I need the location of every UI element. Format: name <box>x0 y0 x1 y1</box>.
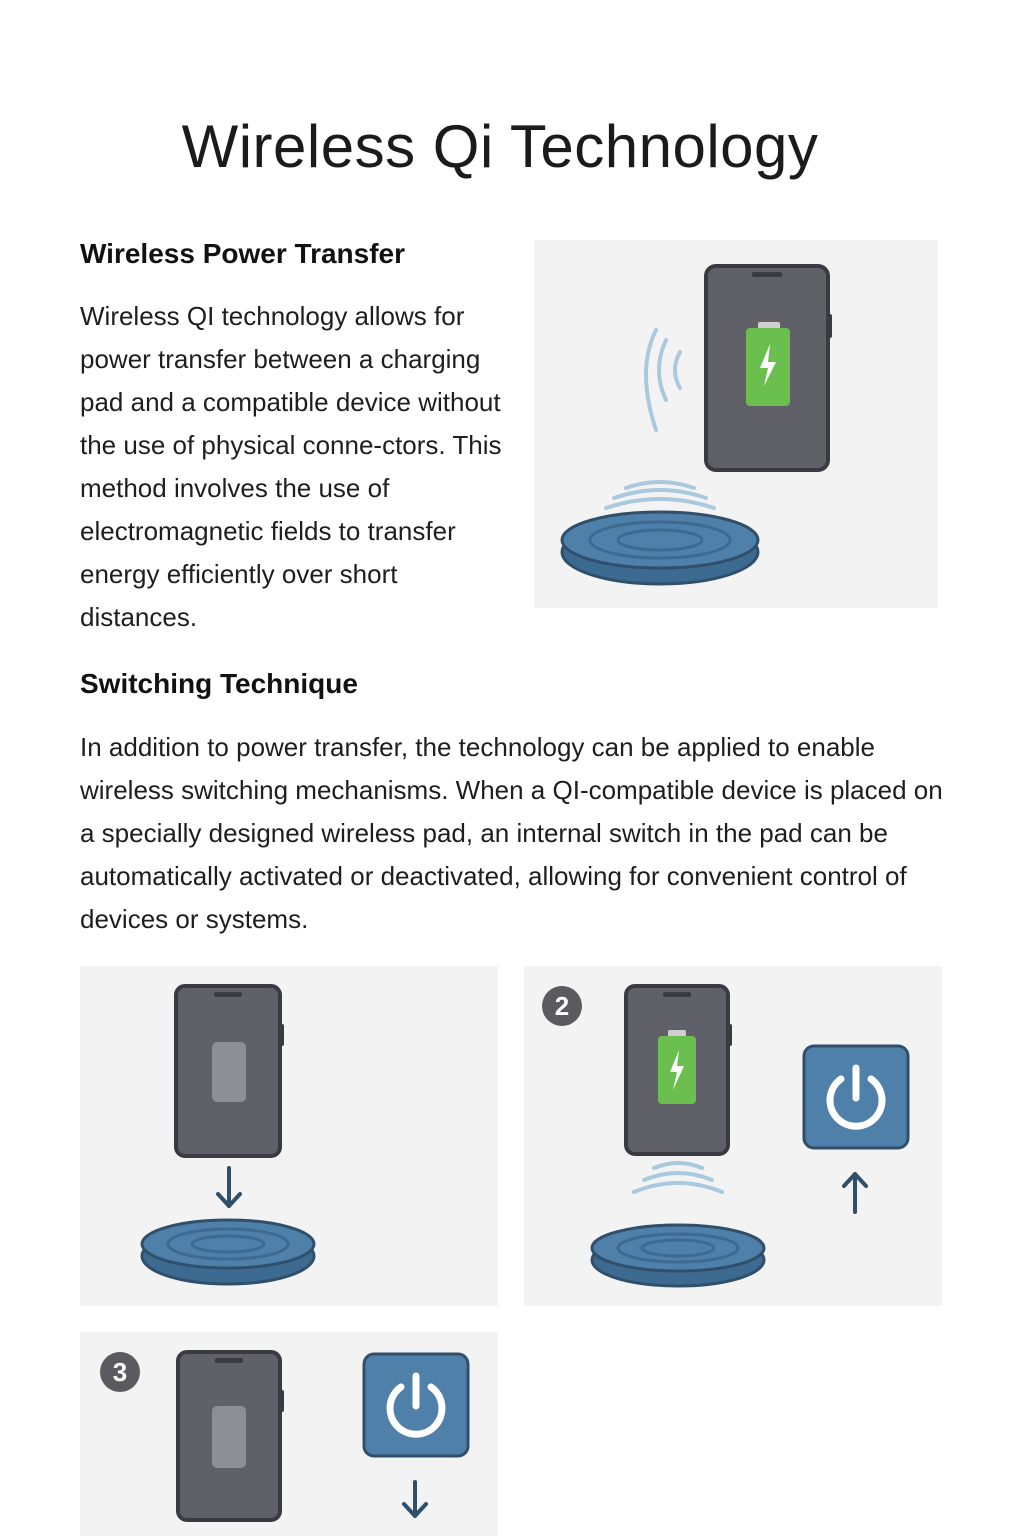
step-2-panel <box>524 966 942 1306</box>
wireless-charging-pad-icon <box>142 1220 314 1284</box>
step-1-panel <box>80 966 498 1306</box>
wireless-charging-pad-icon <box>562 512 758 584</box>
wireless-waves-icon <box>606 482 714 508</box>
hero-illustration <box>534 240 938 608</box>
power-button-icon <box>804 1046 908 1148</box>
arrow-up-icon <box>844 1174 866 1212</box>
step-badge: 3 <box>100 1352 140 1392</box>
wireless-waves-icon <box>634 1163 722 1192</box>
arrow-down-icon <box>218 1168 240 1206</box>
smartphone-icon <box>178 1352 284 1520</box>
charging-battery-icon <box>658 1030 696 1104</box>
step-3-panel <box>80 1332 498 1536</box>
section-heading-wireless-power-transfer: Wireless Power Transfer <box>80 238 406 269</box>
section-heading-switching-technique: Switching Technique <box>80 668 358 699</box>
wireless-charging-pad-icon <box>592 1225 764 1286</box>
arrow-down-icon <box>404 1482 426 1516</box>
section-body-switching-technique: In addition to power transfer, the technology can be applied to enable wireless switching mechanisms. When a QI-compatible device is placed on a specially designed wireless pad, an internal switch in the pad can be automatically activated or deactivated, allowing for convenient control of devices or systems. <box>80 732 943 934</box>
wireless-waves-icon <box>646 330 680 430</box>
section-body-wireless-power-transfer: Wireless QI technology allows for power transfer between a charging pad and a compatible device without the use of physical conne-ctors. This method involves the use of electromagnetic fields to transfer energy efficiently over short distances. <box>80 301 502 632</box>
step-badge: 2 <box>542 986 582 1026</box>
charging-battery-icon <box>746 322 790 406</box>
page-title: Wireless Qi Technology <box>181 113 819 180</box>
smartphone-icon <box>176 986 284 1156</box>
power-button-icon <box>364 1354 468 1456</box>
